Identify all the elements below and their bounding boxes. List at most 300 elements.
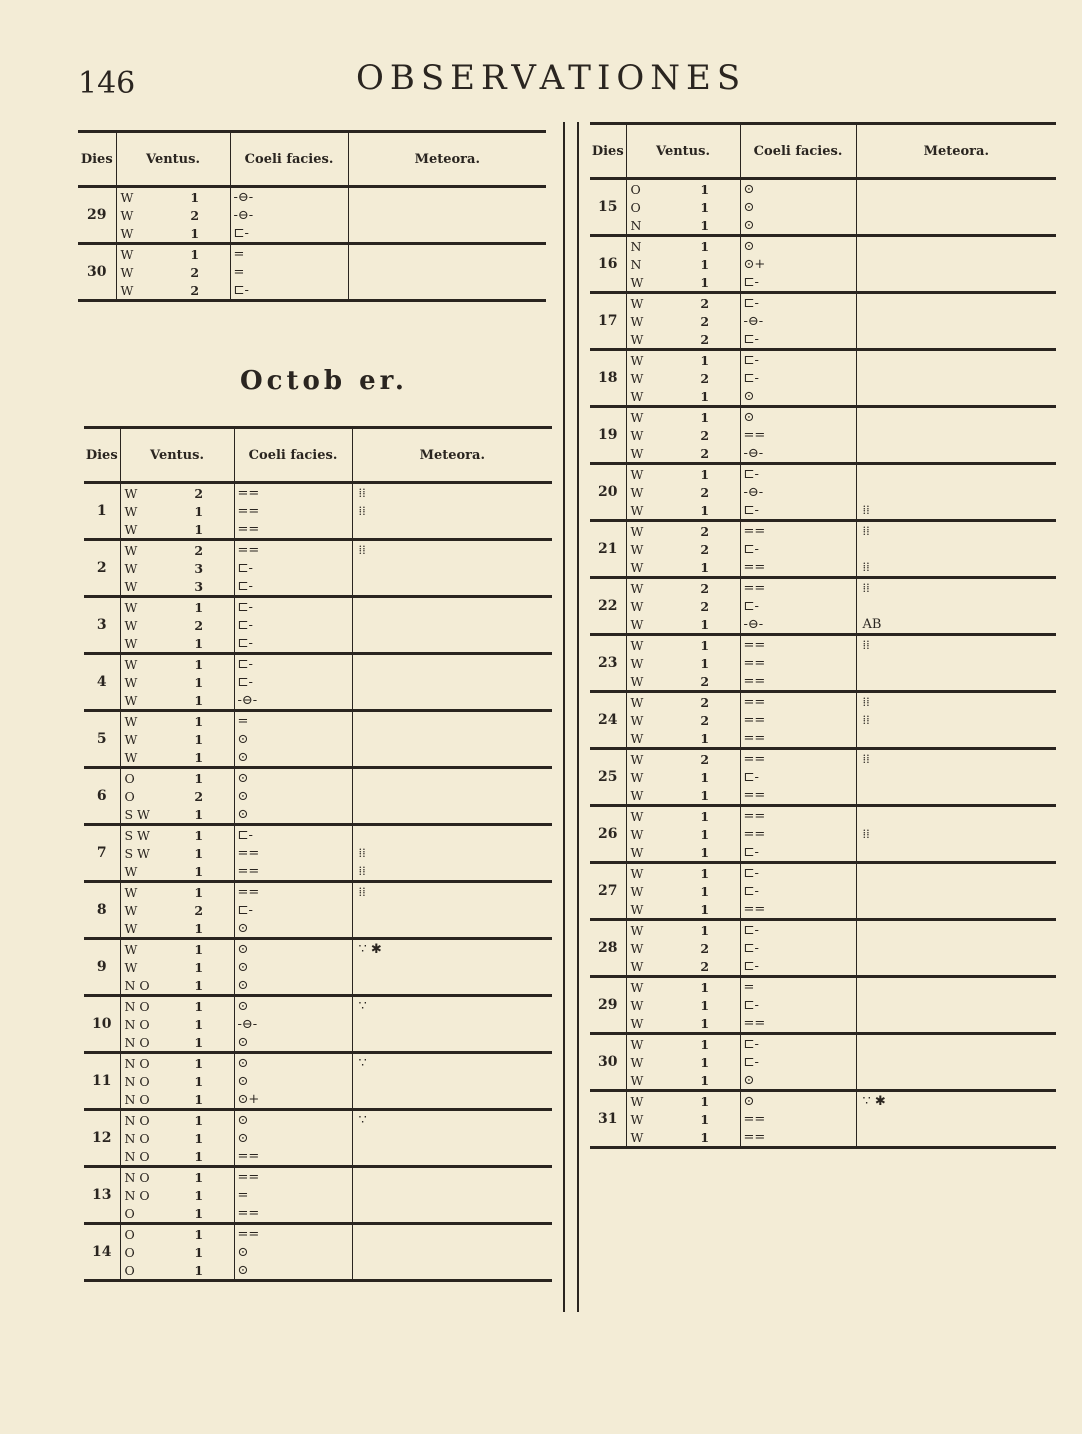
- header-dies: Dies: [78, 132, 116, 187]
- wind-direction: W: [630, 274, 644, 290]
- wind-force-cell: [670, 806, 740, 863]
- wind-force: 1: [700, 730, 710, 746]
- wind-direction: N: [630, 238, 642, 254]
- meteor-symbol-stack: [353, 769, 553, 823]
- header-ventus: Ventus.: [116, 132, 230, 187]
- wind-force: 1: [700, 979, 710, 995]
- wind-force: 1: [700, 865, 710, 881]
- meteor-symbol: [857, 466, 1057, 483]
- sky-symbol: ==: [743, 712, 766, 728]
- running-title: OBSERVATIONES: [356, 58, 747, 98]
- sky-symbol: ⊙: [237, 941, 249, 957]
- sky-symbol: ⊏-: [743, 466, 759, 482]
- table-row: [590, 578, 1056, 635]
- weather-table-october-first: [84, 426, 552, 1282]
- meteor-symbol: [857, 787, 1057, 804]
- sky-symbol-stack: [741, 1035, 856, 1089]
- meteor-symbol: [857, 427, 1057, 444]
- meteor-symbol: [353, 1226, 553, 1243]
- meteor-symbol-cell: [352, 1110, 552, 1167]
- sky-symbol-cell: [740, 464, 856, 521]
- sky-symbol-cell: [740, 749, 856, 806]
- sky-symbol-stack: [235, 484, 352, 538]
- wind-direction: N O: [124, 1148, 150, 1164]
- table-row: [78, 244, 546, 301]
- table-row: [84, 768, 552, 825]
- sky-symbol-stack: [741, 750, 856, 804]
- table-row: [84, 540, 552, 597]
- meteor-symbol: [349, 264, 547, 281]
- wind-direction: S W: [124, 806, 150, 822]
- header-coeli: Coeli facies.: [740, 124, 856, 179]
- meteor-symbol: [353, 1169, 553, 1186]
- sky-symbol: ⊙: [237, 788, 249, 804]
- meteor-symbol: ⁞⁞: [358, 884, 366, 900]
- wind-direction: W: [630, 313, 644, 329]
- wind-force-cell: [670, 977, 740, 1034]
- wind-direction: W: [630, 673, 644, 689]
- sky-symbol: -⊖-: [743, 484, 764, 500]
- wind-force-stack: [164, 1168, 234, 1222]
- day-number: 7: [84, 825, 120, 882]
- wind-force-stack: [670, 807, 740, 861]
- wind-direction: W: [630, 901, 644, 917]
- wind-force-stack: [670, 978, 740, 1032]
- wind-force: 1: [194, 977, 204, 993]
- wind-force-stack: [164, 997, 234, 1051]
- wind-force-cell: [164, 882, 234, 939]
- meteor-symbol: [857, 199, 1057, 216]
- wind-direction: N O: [124, 1034, 150, 1050]
- wind-force: 1: [700, 502, 710, 518]
- meteor-symbol-cell: [856, 863, 1056, 920]
- wind-force-stack: [670, 750, 740, 804]
- wind-direction: W: [630, 388, 644, 404]
- sky-symbol: ==: [237, 845, 260, 861]
- wind-force: 1: [700, 409, 710, 425]
- wind-direction: W: [124, 863, 138, 879]
- wind-force: 1: [700, 1054, 710, 1070]
- meteor-symbol-stack: [857, 864, 1057, 918]
- day-number: 18: [590, 350, 626, 407]
- meteor-symbol-cell: [856, 806, 1056, 863]
- sky-symbol: ⊙: [237, 1112, 249, 1128]
- meteor-symbol: [349, 189, 547, 206]
- table-row: [590, 350, 1056, 407]
- wind-force: 1: [194, 1205, 204, 1221]
- meteor-symbol-cell: [856, 977, 1056, 1034]
- wind-force-stack: [670, 1092, 740, 1146]
- wind-direction: W: [124, 503, 138, 519]
- sky-symbol-stack: [741, 408, 856, 462]
- day-number: 14: [84, 1224, 120, 1281]
- sky-symbol: ⊙+: [237, 1091, 260, 1107]
- header-ventus: Ventus.: [626, 124, 740, 179]
- wind-direction: W: [630, 997, 644, 1013]
- wind-force: 2: [700, 940, 710, 956]
- wind-force: 2: [194, 902, 204, 918]
- sky-symbol-cell: [740, 179, 856, 236]
- meteor-symbol: [857, 331, 1057, 348]
- wind-direction: W: [630, 1093, 644, 1109]
- meteor-symbol: ⁞⁞: [862, 751, 870, 767]
- wind-force-stack: [164, 1054, 234, 1108]
- day-number: 4: [84, 654, 120, 711]
- table-row: [590, 464, 1056, 521]
- wind-direction: W: [124, 941, 138, 957]
- sky-symbol: ⊏-: [743, 769, 759, 785]
- wind-force: 1: [194, 1112, 204, 1128]
- wind-force-cell: [164, 1110, 234, 1167]
- sky-symbol-cell: [234, 1224, 352, 1281]
- sky-symbol: =: [237, 1187, 249, 1203]
- table-row: [84, 939, 552, 996]
- table-row: [84, 882, 552, 939]
- wind-direction-cell: [120, 1110, 164, 1167]
- meteor-symbol: [353, 731, 553, 748]
- meteor-symbol: [857, 997, 1057, 1014]
- wind-force: 1: [194, 1130, 204, 1146]
- meteor-symbol: ⁞⁞: [862, 826, 870, 842]
- sky-symbol: ==: [237, 1226, 260, 1242]
- wind-force: 1: [700, 826, 710, 842]
- wind-force-stack: [164, 940, 234, 994]
- table-row: [84, 1110, 552, 1167]
- sky-symbol: ⊏-: [237, 578, 253, 594]
- wind-force: 1: [194, 998, 204, 1014]
- wind-force: 1: [700, 466, 710, 482]
- meteor-symbol-cell: [348, 187, 546, 244]
- wind-force: 1: [700, 901, 710, 917]
- wind-force: 1: [194, 599, 204, 615]
- sky-symbol: ⊏-: [743, 502, 759, 518]
- page-number: 146: [78, 66, 136, 101]
- wind-direction-cell: [120, 711, 164, 768]
- meteor-symbol: ⁞⁞: [358, 503, 366, 519]
- meteor-symbol-stack: [857, 693, 1057, 747]
- wind-force: 1: [700, 616, 710, 632]
- wind-direction-cell: [120, 540, 164, 597]
- meteor-symbol: ∵: [358, 1055, 367, 1071]
- wind-force: 1: [194, 503, 204, 519]
- wind-force: 2: [700, 295, 710, 311]
- wind-force: 1: [700, 1129, 710, 1145]
- sky-symbol-cell: [740, 863, 856, 920]
- sky-symbol-stack: [235, 769, 352, 823]
- wind-force: 1: [700, 199, 710, 215]
- wind-direction: S W: [124, 845, 150, 861]
- sky-symbol: ⊏-: [237, 656, 253, 672]
- wind-direction: O: [630, 199, 641, 215]
- sky-symbol-stack: [741, 579, 856, 633]
- sky-symbol: ⊏-: [743, 331, 759, 347]
- sky-symbol-cell: [740, 236, 856, 293]
- meteor-symbol: [857, 313, 1057, 330]
- wind-force: 2: [700, 580, 710, 596]
- meteor-symbol: ⁞⁞: [862, 523, 870, 539]
- sky-symbol-cell: [234, 1110, 352, 1167]
- table-row: [590, 293, 1056, 350]
- meteor-symbol: AB: [862, 616, 882, 632]
- wind-direction-cell: [626, 236, 670, 293]
- meteor-symbol: [353, 1091, 553, 1108]
- wind-force: 2: [700, 673, 710, 689]
- meteor-symbol-stack: [857, 921, 1057, 975]
- meteor-symbol-stack: [353, 655, 553, 709]
- wind-force-stack: [164, 826, 234, 880]
- wind-direction: W: [124, 560, 138, 576]
- wind-force: 2: [190, 207, 200, 223]
- meteor-symbol-cell: [856, 350, 1056, 407]
- meteor-symbol: [857, 1054, 1057, 1071]
- header-row: [78, 132, 546, 187]
- header-coeli: Coeli facies.: [230, 132, 348, 187]
- sky-symbol-cell: [234, 1167, 352, 1224]
- wind-direction: W: [630, 1036, 644, 1052]
- wind-force: 1: [190, 225, 200, 241]
- day-number: 24: [590, 692, 626, 749]
- wind-direction-stack: [121, 598, 165, 652]
- sky-symbol: ==: [743, 694, 766, 710]
- wind-direction-cell: [626, 749, 670, 806]
- day-number: 11: [84, 1053, 120, 1110]
- day-number: 30: [590, 1034, 626, 1091]
- wind-direction: W: [630, 922, 644, 938]
- meteor-symbol-stack: [857, 294, 1057, 348]
- meteor-symbol-cell: [352, 996, 552, 1053]
- wind-direction: W: [630, 484, 644, 500]
- sky-symbol-stack: [235, 1168, 352, 1222]
- meteor-symbol: [353, 827, 553, 844]
- sky-symbol: ==: [743, 787, 766, 803]
- wind-direction: W: [630, 751, 644, 767]
- wind-direction: W: [630, 427, 644, 443]
- wind-direction: W: [124, 713, 138, 729]
- wind-force-cell: [164, 711, 234, 768]
- sky-symbol: -⊖-: [233, 189, 254, 205]
- wind-direction: N: [630, 217, 642, 233]
- wind-direction-stack: [627, 750, 671, 804]
- meteor-symbol-cell: [856, 1034, 1056, 1091]
- wind-direction-stack: [121, 883, 165, 937]
- sky-symbol: ⊙: [237, 1034, 249, 1050]
- wind-force: 1: [194, 635, 204, 651]
- sky-symbol-stack: [235, 541, 352, 595]
- wind-force: 1: [700, 256, 710, 272]
- wind-force-cell: [670, 179, 740, 236]
- wind-direction-cell: [626, 920, 670, 977]
- wind-direction: W: [630, 352, 644, 368]
- sky-symbol: ⊏-: [743, 883, 759, 899]
- wind-force-stack: [670, 294, 740, 348]
- wind-force-cell: [670, 350, 740, 407]
- meteor-symbol-cell: [856, 578, 1056, 635]
- meteor-symbol: [857, 808, 1057, 825]
- sky-symbol-stack: [741, 693, 856, 747]
- wind-force: 2: [700, 313, 710, 329]
- wind-force-cell: [164, 597, 234, 654]
- wind-direction-stack: [627, 693, 671, 747]
- wind-force: 1: [194, 1262, 204, 1278]
- meteor-symbol: [353, 1016, 553, 1033]
- wind-direction-stack: [627, 636, 671, 690]
- meteor-symbol-cell: [856, 293, 1056, 350]
- meteor-symbol-cell: [352, 768, 552, 825]
- table-row: [590, 179, 1056, 236]
- sky-symbol-cell: [234, 540, 352, 597]
- meteor-symbol-stack: [857, 180, 1057, 234]
- meteor-symbol-stack: [353, 1225, 553, 1279]
- wind-force: 1: [194, 1226, 204, 1242]
- meteor-symbol: [857, 238, 1057, 255]
- sky-symbol: -⊖-: [743, 313, 764, 329]
- wind-force-stack: [160, 188, 230, 242]
- sky-symbol-stack: [235, 826, 352, 880]
- meteor-symbol-cell: [352, 1053, 552, 1110]
- wind-force-cell: [164, 825, 234, 882]
- sky-symbol-stack: [741, 921, 856, 975]
- sky-symbol: ⊏-: [237, 902, 253, 918]
- meteor-symbol-stack: [353, 1111, 553, 1165]
- sky-symbol-stack: [741, 237, 856, 291]
- sky-symbol-cell: [230, 244, 348, 301]
- wind-direction: O: [124, 1226, 135, 1242]
- table-row: [84, 483, 552, 540]
- wind-force: 1: [194, 1055, 204, 1071]
- meteor-symbol-stack: [349, 245, 547, 299]
- meteor-symbol: [353, 920, 553, 937]
- wind-force-stack: [670, 693, 740, 747]
- wind-force-stack: [670, 465, 740, 519]
- wind-force: 1: [700, 997, 710, 1013]
- meteor-symbol: ⁞⁞: [862, 694, 870, 710]
- wind-force-stack: [670, 351, 740, 405]
- meteor-symbol-stack: [353, 1168, 553, 1222]
- wind-force-stack: [670, 522, 740, 576]
- wind-direction: W: [124, 599, 138, 615]
- sky-symbol: ⊙: [237, 749, 249, 765]
- meteor-symbol: [857, 979, 1057, 996]
- wind-direction-stack: [627, 351, 671, 405]
- meteor-symbol: [857, 1072, 1057, 1089]
- day-number: 28: [590, 920, 626, 977]
- wind-force: 1: [194, 1244, 204, 1260]
- sky-symbol: -⊖-: [743, 616, 764, 632]
- sky-symbol: ⊙: [743, 1072, 755, 1088]
- sky-symbol-stack: [235, 1054, 352, 1108]
- day-number: 19: [590, 407, 626, 464]
- wind-force-stack: [670, 1035, 740, 1089]
- wind-force: 1: [194, 827, 204, 843]
- wind-direction: N O: [124, 998, 150, 1014]
- wind-direction: N: [630, 256, 642, 272]
- meteor-symbol-cell: [352, 882, 552, 939]
- wind-force-stack: [164, 883, 234, 937]
- wind-force: 1: [194, 1073, 204, 1089]
- table-row: [84, 597, 552, 654]
- wind-force-stack: [164, 598, 234, 652]
- sky-symbol-cell: [234, 1053, 352, 1110]
- meteor-symbol-stack: [353, 598, 553, 652]
- meteor-symbol: [857, 274, 1057, 291]
- sky-symbol-cell: [234, 654, 352, 711]
- sky-symbol-stack: [741, 636, 856, 690]
- sky-symbol-stack: [235, 598, 352, 652]
- wind-direction: W: [630, 559, 644, 575]
- sky-symbol-cell: [740, 293, 856, 350]
- wind-direction: W: [120, 207, 134, 223]
- wind-direction: O: [124, 1262, 135, 1278]
- wind-direction-cell: [120, 996, 164, 1053]
- wind-force-cell: [160, 187, 230, 244]
- wind-force: 1: [700, 1111, 710, 1127]
- wind-force: 1: [700, 883, 710, 899]
- wind-direction: W: [124, 617, 138, 633]
- meteor-symbol: [857, 256, 1057, 273]
- wind-direction-stack: [121, 826, 165, 880]
- sky-symbol: ⊙: [237, 1130, 249, 1146]
- day-number: 16: [590, 236, 626, 293]
- table-row: [590, 1091, 1056, 1148]
- sky-symbol: ⊙: [237, 1055, 249, 1071]
- wind-force: 1: [194, 884, 204, 900]
- meteor-symbol: ∵: [358, 998, 367, 1014]
- sky-symbol-stack: [235, 940, 352, 994]
- meteor-symbol-stack: [857, 237, 1057, 291]
- wind-force-cell: [670, 464, 740, 521]
- sky-symbol: ⊏-: [743, 352, 759, 368]
- meteor-symbol-stack: [857, 807, 1057, 861]
- sky-symbol: ==: [743, 580, 766, 596]
- meteor-symbol: [857, 217, 1057, 234]
- wind-force: 1: [194, 674, 204, 690]
- sky-symbol: ⊏-: [743, 844, 759, 860]
- wind-direction: W: [630, 331, 644, 347]
- header-dies: Dies: [84, 428, 120, 483]
- header-row: [84, 428, 552, 483]
- wind-direction: W: [630, 808, 644, 824]
- wind-force: 2: [194, 788, 204, 804]
- wind-direction-stack: [121, 712, 165, 766]
- wind-direction-cell: [116, 187, 160, 244]
- wind-force-cell: [670, 1091, 740, 1148]
- wind-force: 1: [194, 1034, 204, 1050]
- sky-symbol: -⊖-: [237, 1016, 258, 1032]
- sky-symbol: ⊙: [743, 217, 755, 233]
- wind-force: 2: [700, 712, 710, 728]
- wind-force-stack: [670, 408, 740, 462]
- meteor-symbol: [353, 788, 553, 805]
- wind-direction: W: [124, 635, 138, 651]
- sky-symbol: ⊏-: [743, 541, 759, 557]
- meteor-symbol-cell: [352, 1224, 552, 1281]
- wind-force: 1: [194, 1016, 204, 1032]
- sky-symbol: ==: [743, 427, 766, 443]
- wind-force: 2: [700, 598, 710, 614]
- wind-direction: W: [124, 578, 138, 594]
- sky-symbol: ⊙: [237, 806, 249, 822]
- wind-direction-stack: [121, 997, 165, 1051]
- header-meteora: Meteora.: [352, 428, 552, 483]
- sky-symbol-stack: [741, 978, 856, 1032]
- meteor-symbol: [353, 656, 553, 673]
- wind-direction: O: [124, 1205, 135, 1221]
- day-number: 13: [84, 1167, 120, 1224]
- sky-symbol-stack: [235, 1225, 352, 1279]
- wind-force-cell: [164, 939, 234, 996]
- sky-symbol: ==: [237, 542, 260, 558]
- header-row: [590, 124, 1056, 179]
